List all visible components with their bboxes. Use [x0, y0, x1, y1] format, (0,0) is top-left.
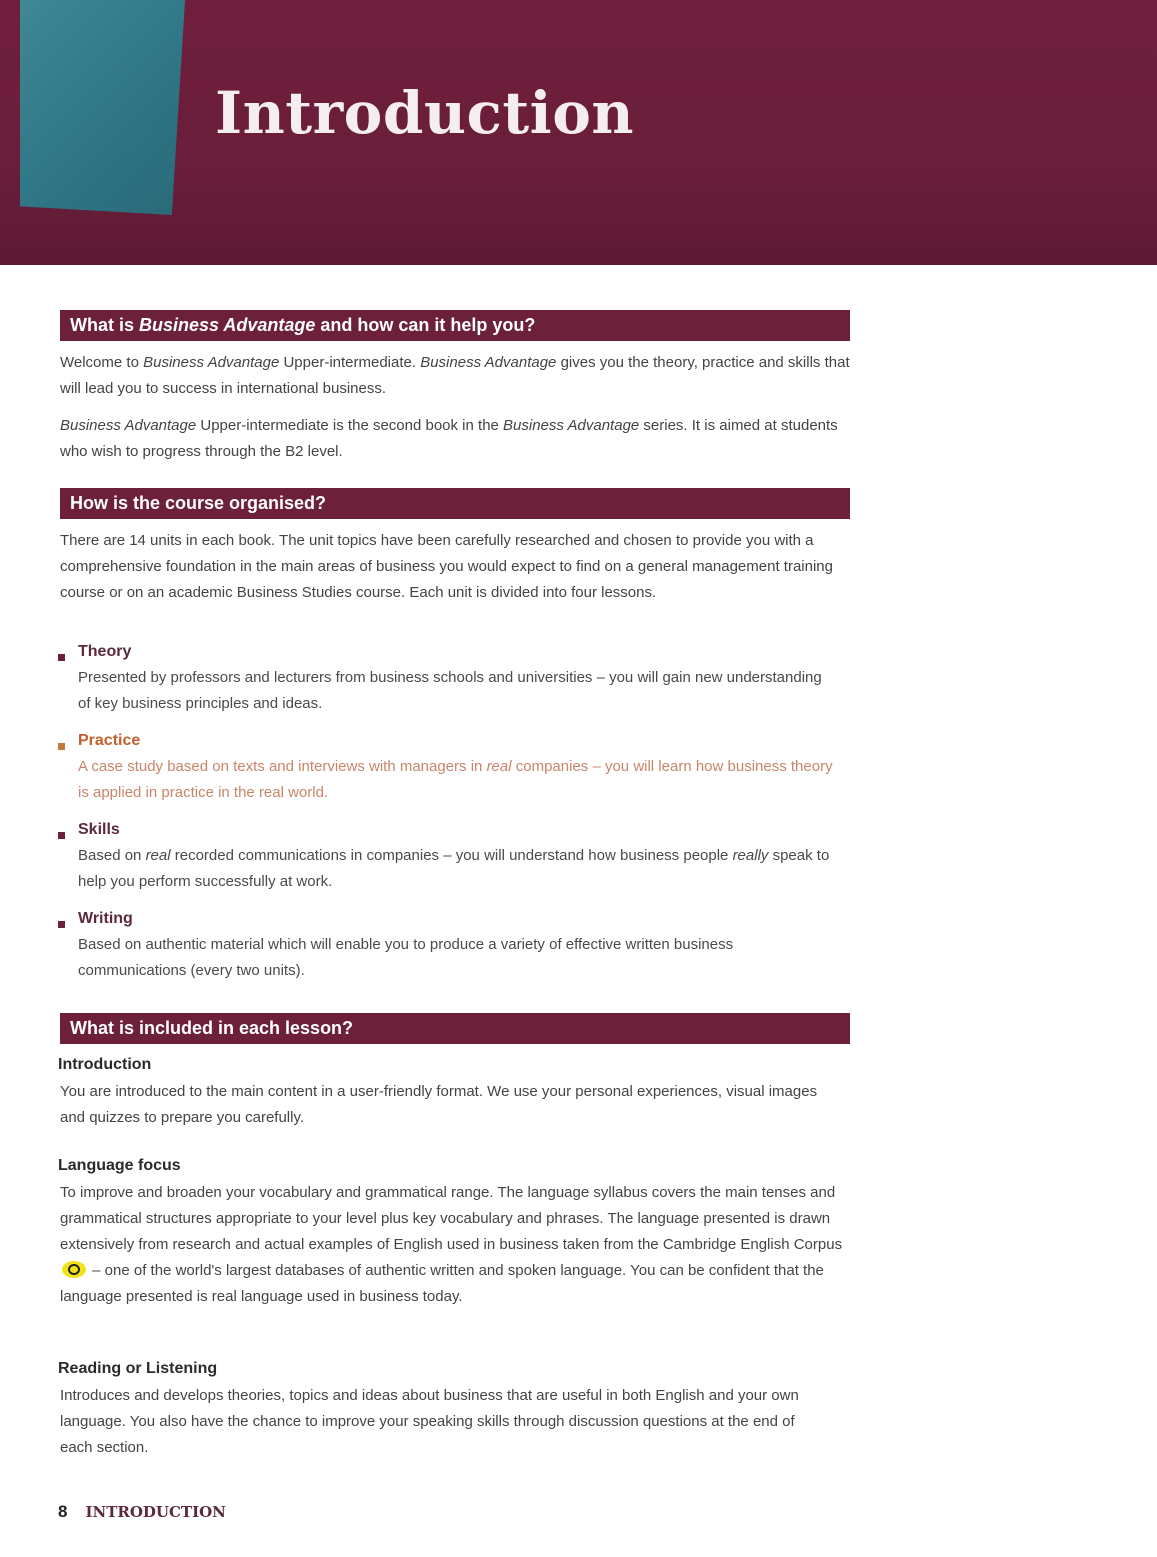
- paragraph-aim: Business Advantage Upper-intermediate is the second book in the Business Advantage series. It is aimed at students who wish to progress through the B2 level.: [60, 417, 838, 460]
- paragraph-organised-intro: There are 14 units in each book. The unit topics have been carefully researched and chosen to provide you with a comprehensive foundation in the main areas of business you would expect to find on a general management training course or on an academic Business Studies course. Each unit is divided into four lessons.: [60, 532, 833, 601]
- page-footer: [58, 1502, 226, 1522]
- decorative-square: [20, 0, 185, 215]
- subheading-introduction: Introduction: [58, 1056, 152, 1073]
- bullet-head: Skills: [78, 821, 120, 838]
- subheading-language-focus: Language focus: [58, 1157, 181, 1174]
- bullet-desc: Based on authentic material which will enable you to produce a variety of effective written business communications (every two units).: [78, 936, 734, 979]
- section-heading-what-is: What is Business Advantage and how can it help you?: [60, 310, 850, 341]
- footer-label: INTRODUCTION: [85, 1503, 226, 1521]
- bullet-desc: A case study based on texts and interviews with managers in real companies – you will learn how business theory is applied in practice in the real world.: [78, 758, 833, 801]
- paragraph-welcome: Welcome to Business Advantage Upper-intermediate. Business Advantage gives you the theory, practice and skills that will lead you to success in international business.: [60, 354, 850, 397]
- paragraph-language-focus: To improve and broaden your vocabulary and grammatical range. The language syllabus covers the main tenses and grammatical structures appropriate to your level plus key vocabulary and phrases. The language presented is drawn extensively from research and actual examples of English used in business taken from the Cambridge English Corpus – one of the world's largest databases of authentic written and spoken language. You can be confident that the language presented is real language used in business today.: [60, 1184, 843, 1305]
- bullet-head: Theory: [78, 643, 132, 660]
- bullet-desc: Presented by professors and lecturers from business schools and universities – you will gain new understanding of key business principles and ideas.: [78, 669, 822, 712]
- section-heading-organised: How is the course organised?: [60, 488, 850, 519]
- page-number: 8: [58, 1502, 68, 1521]
- bullet-desc: Based on real recorded communications in companies – you will understand how business people really speak to help you perform successfully at work.: [78, 847, 830, 890]
- header-banner: [0, 0, 1157, 265]
- bullet-head: Practice: [78, 732, 141, 749]
- subheading-reading-listening: Reading or Listening: [58, 1360, 218, 1377]
- bullet-marker: [58, 743, 65, 750]
- paragraph-introduction: You are introduced to the main content in a user-friendly format. We use your personal experiences, visual images and quizzes to prepare you carefully.: [60, 1083, 818, 1126]
- page-title: Introduction: [215, 79, 635, 147]
- section-heading-included: What is included in each lesson?: [60, 1013, 850, 1044]
- corpus-icon: [62, 1261, 86, 1278]
- paragraph-reading-listening: Introduces and develops theories, topics and ideas about business that are useful in both English and your own language. You also have the chance to improve your speaking skills through discussion questions at the end of each section.: [60, 1387, 799, 1456]
- bullet-marker: [58, 654, 65, 661]
- bullet-head: Writing: [78, 910, 133, 927]
- bullet-marker: [58, 921, 65, 928]
- bullet-marker: [58, 832, 65, 839]
